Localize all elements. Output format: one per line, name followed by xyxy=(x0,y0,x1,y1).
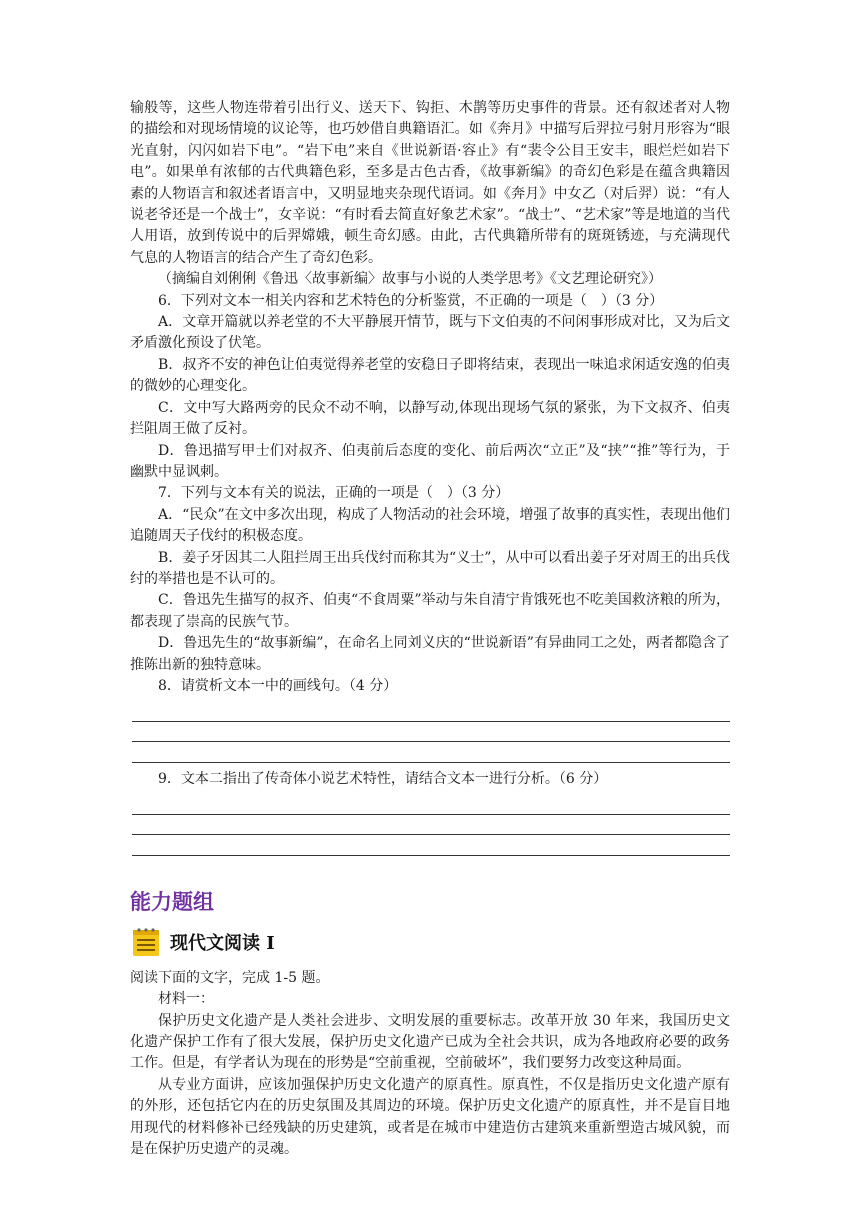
question-8-stem: 8．请赏析文本一中的画线句。（4 分） xyxy=(158,677,398,694)
question-6-option-b: B．叔齐不安的神色让伯夷觉得养老堂的安稳日子即将结束，表现出一味追求闲适安逸的伯夷的微妙的心理变化。 xyxy=(130,356,730,395)
question-7-option-d: D．鲁迅先生的“故事新编”，在命名上同刘义庆的“世说新语”有异曲同工之处，两者都隐含了推陈出新的独特意味。 xyxy=(130,635,730,673)
question-7-option-a: A．“民众”在文中多次出现，构成了人物活动的社会环境，增强了故事的真实性，表现出他们追随周天子伐纣的积极态度。 xyxy=(130,506,730,545)
answer-line[interactable] xyxy=(132,794,730,815)
answer-line[interactable] xyxy=(132,815,730,836)
material-label: 材料一： xyxy=(158,991,214,1008)
question-6-option-c: C．文中写大路两旁的民众不动不响，以静写动,体现出现场气氛的紧张，为下文叔齐、伯夷拦阻周王做了反衬。 xyxy=(130,399,730,438)
passage-paragraph: 输般等，这些人物连带着引出行义、送天下、钩拒、木鹊等历史事件的背景。还有叙述者对人物的描绘和对现场情境的议论等，也巧妙借自典籍语汇。如《奔月》中描写后羿拉弓射月形容为“眼光直射，闪闪如岩下电”。“岩下电”来自《世说新语·容止》有“裴令公目王安丰，眼烂烂如岩下电”。如果单有浓郁的古代典籍色彩，至多是古色古香，《故事新编》的奇幻色彩是在蕴含典籍因素的人物语言和叙述者语言中，又明显地夹杂现代语词。如《奔月》中女乙（对后羿）说：“有人说老爷还是一个战士”，女辛说：“有时看去简直好象艺术家”。“战士”、“艺术家”等是地道的当代人用语，放到传说中的后羿嫦娥，顿生奇幻感。由此，古代典籍所带有的斑斑锈迹，与充满现代气息的人物语言的结合产生了奇幻色彩。 xyxy=(130,100,730,266)
notepad-icon xyxy=(130,926,162,958)
question-7-stem: 7．下列与文本有关的说法，正确的一项是（ ）（3 分） xyxy=(158,485,510,502)
subsection-header xyxy=(130,926,730,958)
answer-lines-q9 xyxy=(130,794,730,856)
source-citation: （摘编自刘俐俐《鲁迅〈故事新编〉故事与小说的人类学思考》《文艺理论研究》） xyxy=(158,271,662,288)
question-9-stem: 9．文本二指出了传奇体小说艺术特性，请结合文本一进行分析。（6 分） xyxy=(158,770,608,787)
answer-line[interactable] xyxy=(132,835,730,856)
material-paragraph: 保护历史文化遗产是人类社会进步、文明发展的重要标志。改革开放 30 年来，我国历史文化遗产保护工作有了很大发展，保护历史文化遗产已成为全社会共识，成为各地政府必要的政务工作。但是，有学者认为现在的形势是“空前重视，空前破坏”，我们要努力改变这种局面。 xyxy=(130,1012,730,1072)
question-6-stem: 6．下列对文本一相关内容和艺术特色的分析鉴赏，不正确的一项是（ ）（3 分） xyxy=(158,292,664,309)
question-7-option-c: C．鲁迅先生描写的叔齐、伯夷“不食周粟”举动与朱自清宁肯饿死也不吃美国救济粮的所为，都表现了崇高的民族气节。 xyxy=(130,592,730,630)
section-title: 能力题组 xyxy=(130,889,214,914)
question-6-option-a: A．文章开篇就以养老堂的不大平静展开情节，既与下文伯夷的不问闲事形成对比，又为后文矛盾激化预设了伏笔。 xyxy=(130,314,730,352)
reading-instruction: 阅读下面的文字，完成 1-5 题。 xyxy=(130,969,330,986)
answer-line[interactable] xyxy=(132,722,730,743)
material-paragraph: 从专业方面讲，应该加强保护历史文化遗产的原真性。原真性，不仅是指历史文化遗产原有的外形，还包括它内在的历史氛围及其周边的环境。保护历史文化遗产的原真性，并不是盲目地用现代的材料修补已经残缺的历史建筑，或者是在城市中建造仿古建筑来重新塑造古城风貌，而是在保护历史遗产的灵魂。 xyxy=(130,1076,730,1158)
answer-line[interactable] xyxy=(132,701,730,722)
answer-line[interactable] xyxy=(132,742,730,763)
answer-lines-q8 xyxy=(130,701,730,763)
question-6-option-d: D．鲁迅描写甲士们对叔齐、伯夷前后态度的变化、前后两次“立正”及“挟”“推”等行为，于幽默中显讽刺。 xyxy=(130,442,730,480)
subsection-title: 现代文阅读 I xyxy=(170,932,275,954)
document-page xyxy=(130,98,730,1160)
question-7-option-b: B．姜子牙因其二人阻拦周王出兵伐纣而称其为“义士”，从中可以看出姜子牙对周王的出兵伐纣的举措也是不认可的。 xyxy=(130,549,730,587)
